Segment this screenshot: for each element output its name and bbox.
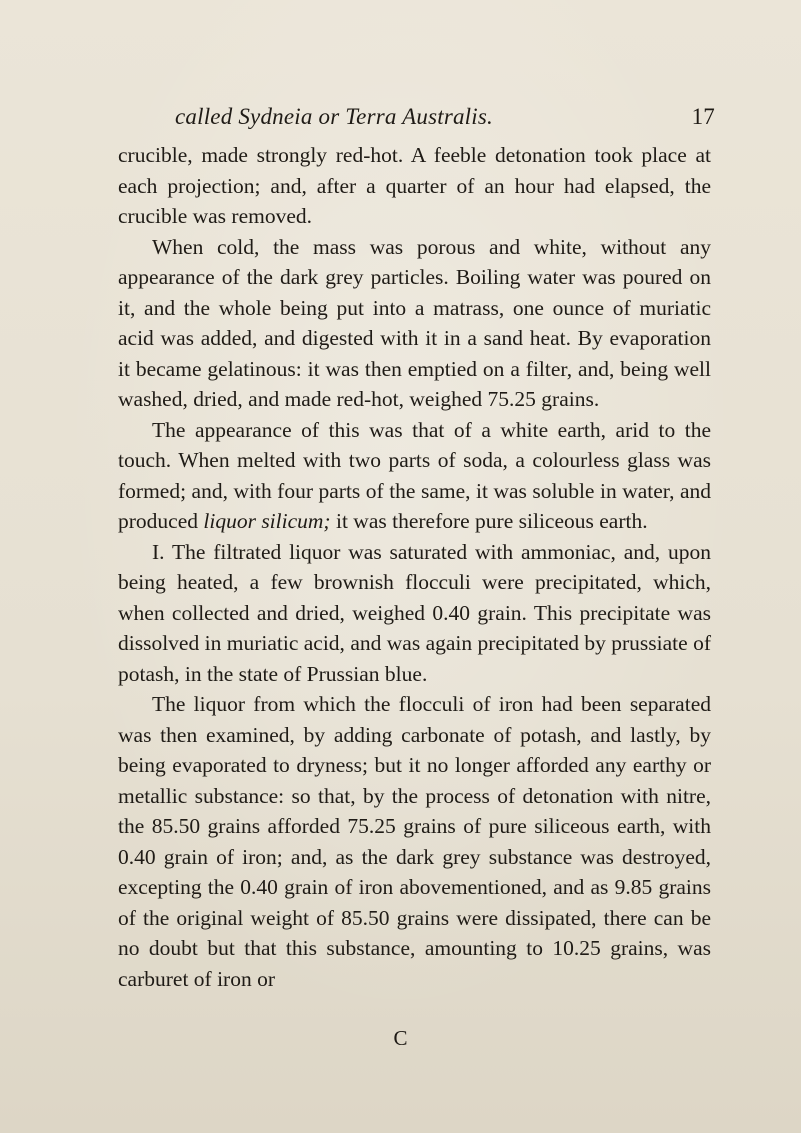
body-text — [118, 140, 711, 994]
paragraph-3-after: it was therefore pure siliceous earth. — [330, 509, 648, 533]
paragraph-1: crucible, made strongly red-hot. A feeble detonation took place at each projection; and, after a quarter of an hour had elapsed, the crucible was removed. — [118, 143, 711, 228]
paragraph-2: When cold, the mass was porous and white, without any appearance of the dark grey particles. Boiling water was poured on it, and the whole being put into a matrass, one ounce of muriatic acid was added, and digested with it in a sand heat. By evaporation it became gelatinous: it was then emptied on a filter, and, being well washed, dried, and made red-hot, weighed 75.25 grains. — [118, 234, 711, 411]
page-number: 17 — [691, 104, 715, 129]
paragraph-3-italic: liquor silicum; — [203, 509, 331, 533]
running-title: called Sydneia or Terra Australis. — [175, 104, 493, 129]
paragraph-3-before: The appearance of this was that of a white earth, arid to the touch. When melted with two parts of soda, a colourless glass was formed; and, with four parts of the same, it was soluble in water, and produced — [118, 417, 711, 533]
running-head — [175, 104, 715, 130]
paragraph-5: The liquor from which the flocculi of iron had been separated was then examined, by adding carbonate of potash, and lastly, by being evaporated to dryness; but it no longer afforded any earthy or metallic substance: so that, by the process of detonation with nitre, the 85.50 grains afforded 75.25 grains of pure siliceous earth, with 0.40 grain of iron; and, as the dark grey substance was destroyed, excepting the 0.40 grain of iron abovementioned, and as 9.85 grains of the original weight of 85.50 grains were dissipated, there can be no doubt but that this substance, amounting to 10.25 grains, was carburet of iron or — [118, 692, 711, 991]
paragraph-4: I. The filtrated liquor was saturated with ammoniac, and, upon being heated, a few brownish flocculi were precipitated, which, when collected and dried, weighed 0.40 grain. This precipitate was dissolved in muriatic acid, and was again precipitated by prussiate of potash, in the state of Prussian blue. — [118, 539, 711, 686]
paragraph-3 — [118, 415, 711, 537]
signature-mark: C — [393, 1026, 408, 1050]
